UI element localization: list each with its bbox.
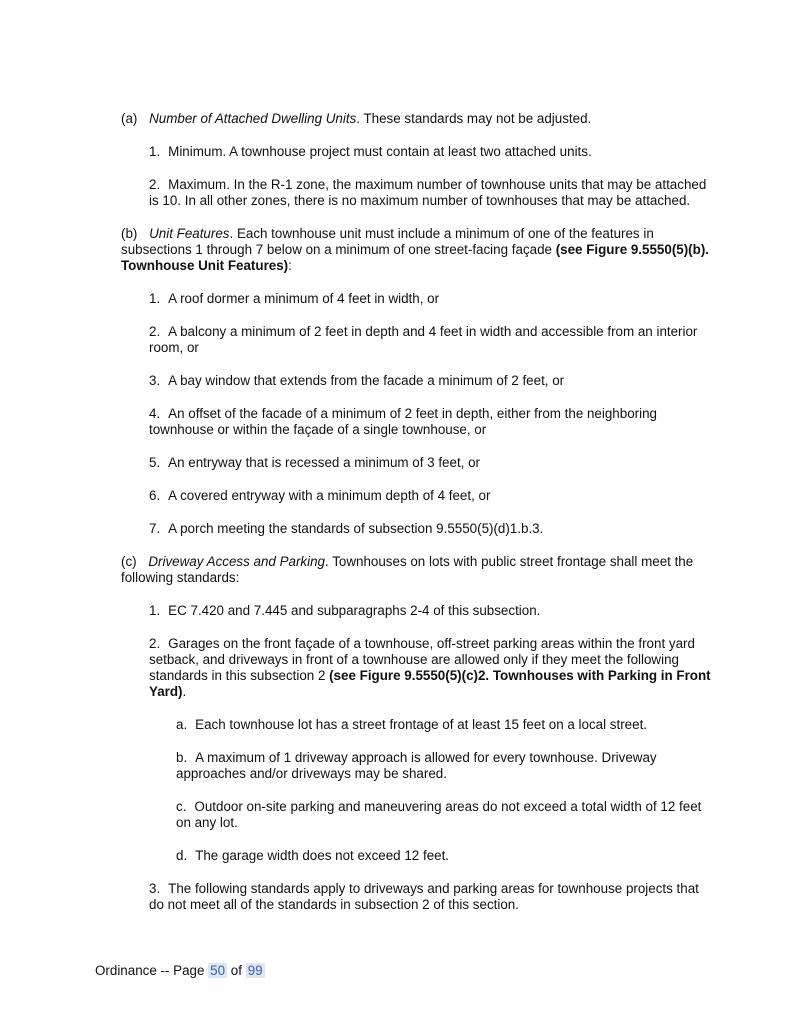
section-c-subitem-d: d. The garage width does not exceed 12 feet. <box>176 848 450 863</box>
section-b-item-3: 3. A bay window that extends from the facade a minimum of 2 feet, or <box>149 373 565 388</box>
section-b-item-4: 4. An offset of the facade of a minimum of 2 feet in depth, either from the neighboring townhouse or within the façade of a single townhouse, or <box>149 406 657 437</box>
section-b-item-2: 2. A balcony a minimum of 2 feet in depth and 4 feet in width and accessible from an interior room, or <box>149 324 698 355</box>
page-footer <box>95 963 265 979</box>
page-number-field: 50 <box>210 963 226 978</box>
figure-reference: (see Figure 9.5550(5)(b). Townhouse Unit Features) <box>121 242 710 273</box>
page-total-field: 99 <box>247 963 263 978</box>
section-a-item-2: 2. Maximum. In the R-1 zone, the maximum number of townhouse units that may be attached is 10. In all other zones, there is no maximum number of townhouses that may be attached. <box>149 177 707 208</box>
section-a-item-1: 1. Minimum. A townhouse project must contain at least two attached units. <box>149 144 592 159</box>
section-c-item-3: 3. The following standards apply to driveways and parking areas for townhouse projects that do not meet all of the standards in subsection 2 of this section. <box>149 881 699 912</box>
section-b-heading: (b) Unit Features. Each townhouse unit must include a minimum of one of the features in subsections 1 through 7 below on a minimum of one street-facing façade (see Figure 9.5550(5)(b). Townhouse Unit Features): <box>121 226 710 273</box>
document-body <box>121 111 713 930</box>
section-a-heading: (a) Number of Attached Dwelling Units. These standards may not be adjusted. <box>121 111 592 126</box>
figure-reference: (see Figure 9.5550(5)(c)2. Townhouses with Parking in Front Yard) <box>149 668 711 699</box>
section-b-item-6: 6. A covered entryway with a minimum depth of 4 feet, or <box>149 488 491 503</box>
section-c-subitem-c: c. Outdoor on-site parking and maneuvering areas do not exceed a total width of 12 feet on any lot. <box>176 799 702 830</box>
section-a-title: Number of Attached Dwelling Units <box>149 111 357 126</box>
section-c-item-2: 2. Garages on the front façade of a townhouse, off-street parking areas within the front yard setback, and driveways in front of a townhouse are allowed only if they meet the following standards in this subsection 2 (see Figure 9.5550(5)(c)2. Townhouses with Parking in Front Yard). <box>149 636 711 699</box>
section-c-title: Driveway Access and Parking <box>148 554 325 569</box>
section-c-subitem-b: b. A maximum of 1 driveway approach is allowed for every townhouse. Driveway approaches and/or driveways may be shared. <box>176 750 657 781</box>
footer-label: Ordinance -- Page <box>95 963 205 978</box>
section-c-item-1: 1. EC 7.420 and 7.445 and subparagraphs 2-4 of this subsection. <box>149 603 541 618</box>
section-c-subitem-a: a. Each townhouse lot has a street frontage of at least 15 feet on a local street. <box>176 717 648 732</box>
section-c-heading: (c) Driveway Access and Parking. Townhouses on lots with public street frontage shall meet the following standards: <box>121 554 694 585</box>
section-b-title: Unit Features <box>149 226 230 241</box>
section-b-item-1: 1. A roof dormer a minimum of 4 feet in width, or <box>149 291 440 306</box>
footer-of: of <box>230 963 242 978</box>
section-b-item-7: 7. A porch meeting the standards of subsection 9.5550(5)(d)1.b.3. <box>149 521 544 536</box>
section-b-item-5: 5. An entryway that is recessed a minimum of 3 feet, or <box>149 455 481 470</box>
